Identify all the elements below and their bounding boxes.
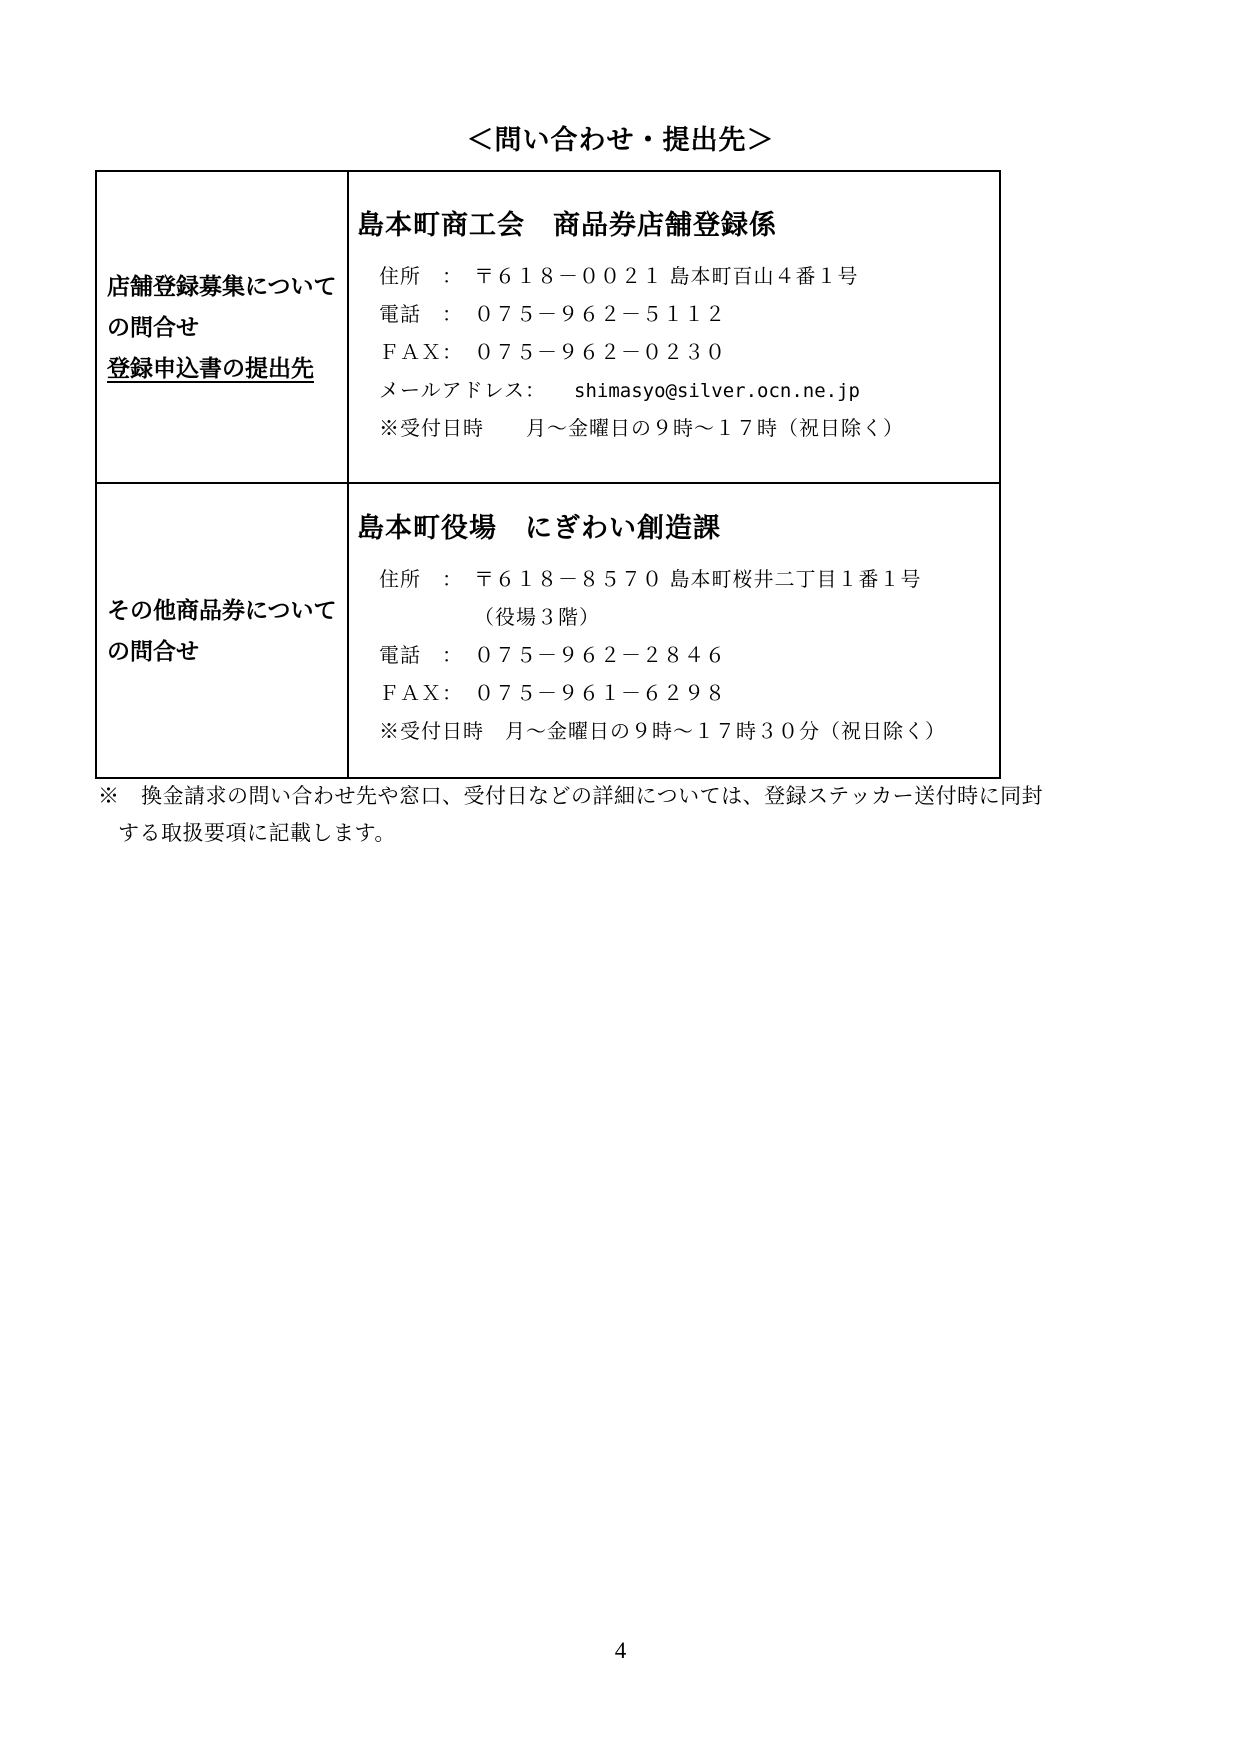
row2-fax-line: ＦＡＸ： ０７５－９６１－６２９８ (379, 683, 726, 705)
row2-label-cell (96, 483, 348, 778)
row1-label-cell (96, 171, 348, 483)
row2-content-cell (348, 483, 1000, 778)
row1-address-line (379, 258, 989, 296)
row2-address-value (474, 561, 922, 637)
footnote-line1: ※ 換金請求の問い合わせ先や窓口、受付日などの詳細については、登録ステッカー送付時に同封 (98, 785, 1044, 808)
row1-fax-line: ＦＡＸ： ０７５－９６２－０２３０ (379, 341, 726, 364)
row2-hours-line: ※受付日時 月～金曜日の９時～１７時３０分（祝日除く） (379, 721, 946, 743)
page-number: 4 (614, 1638, 627, 1663)
row1-phone-line: 電話 ： ０７５－９６２－５１１２ (379, 303, 726, 326)
contact-table-body (96, 171, 1000, 778)
row1-email-value: shimasyo@silver.ocn.ne.jp (574, 379, 860, 402)
row2-address-line (379, 561, 989, 637)
table-row-other-inquiry (96, 483, 1000, 778)
row2-address-value-line1: 〒６１８－８５７０ 島本町桜井二丁目１番１号 (474, 569, 922, 591)
table-row-registration-inquiry (96, 171, 1000, 483)
row1-address-value: 〒６１８－００２１ 島本町百山４番１号 (474, 265, 859, 288)
page-title: ＜問い合わせ・提出先＞ (466, 125, 775, 155)
row1-address-label: 住所 ： (379, 265, 474, 288)
contact-table (95, 170, 1001, 779)
row2-address-value-line2: （役場３階） (474, 607, 600, 629)
row1-content-cell (348, 171, 1000, 483)
row2-phone-line: 電話 ： ０７５－９６２－２８４６ (379, 645, 726, 667)
row2-org-name: 島本町役場 にぎわい創造課 (357, 513, 721, 543)
footnote (98, 778, 1043, 852)
row1-label-line3-underlined: 登録申込書の提出先 (107, 354, 314, 381)
row1-label-line2: の問合せ (107, 313, 199, 340)
row1-email-label: メールアドレス： (379, 379, 546, 402)
row2-label-line2: の問合せ (107, 637, 199, 664)
row1-email-line (379, 372, 989, 410)
row2-address-label: 住所 ： (379, 569, 474, 591)
row1-hours-line: ※受付日時 月～金曜日の９時～１７時（祝日除く） (379, 417, 904, 440)
footnote-line2: する取扱要項に記載します。 (118, 822, 396, 845)
row1-label-line1: 店舗登録募集について (107, 272, 337, 299)
row1-org-name: 島本町商工会 商品券店舗登録係 (357, 209, 777, 240)
row2-label-line1: その他商品券について (107, 596, 337, 623)
